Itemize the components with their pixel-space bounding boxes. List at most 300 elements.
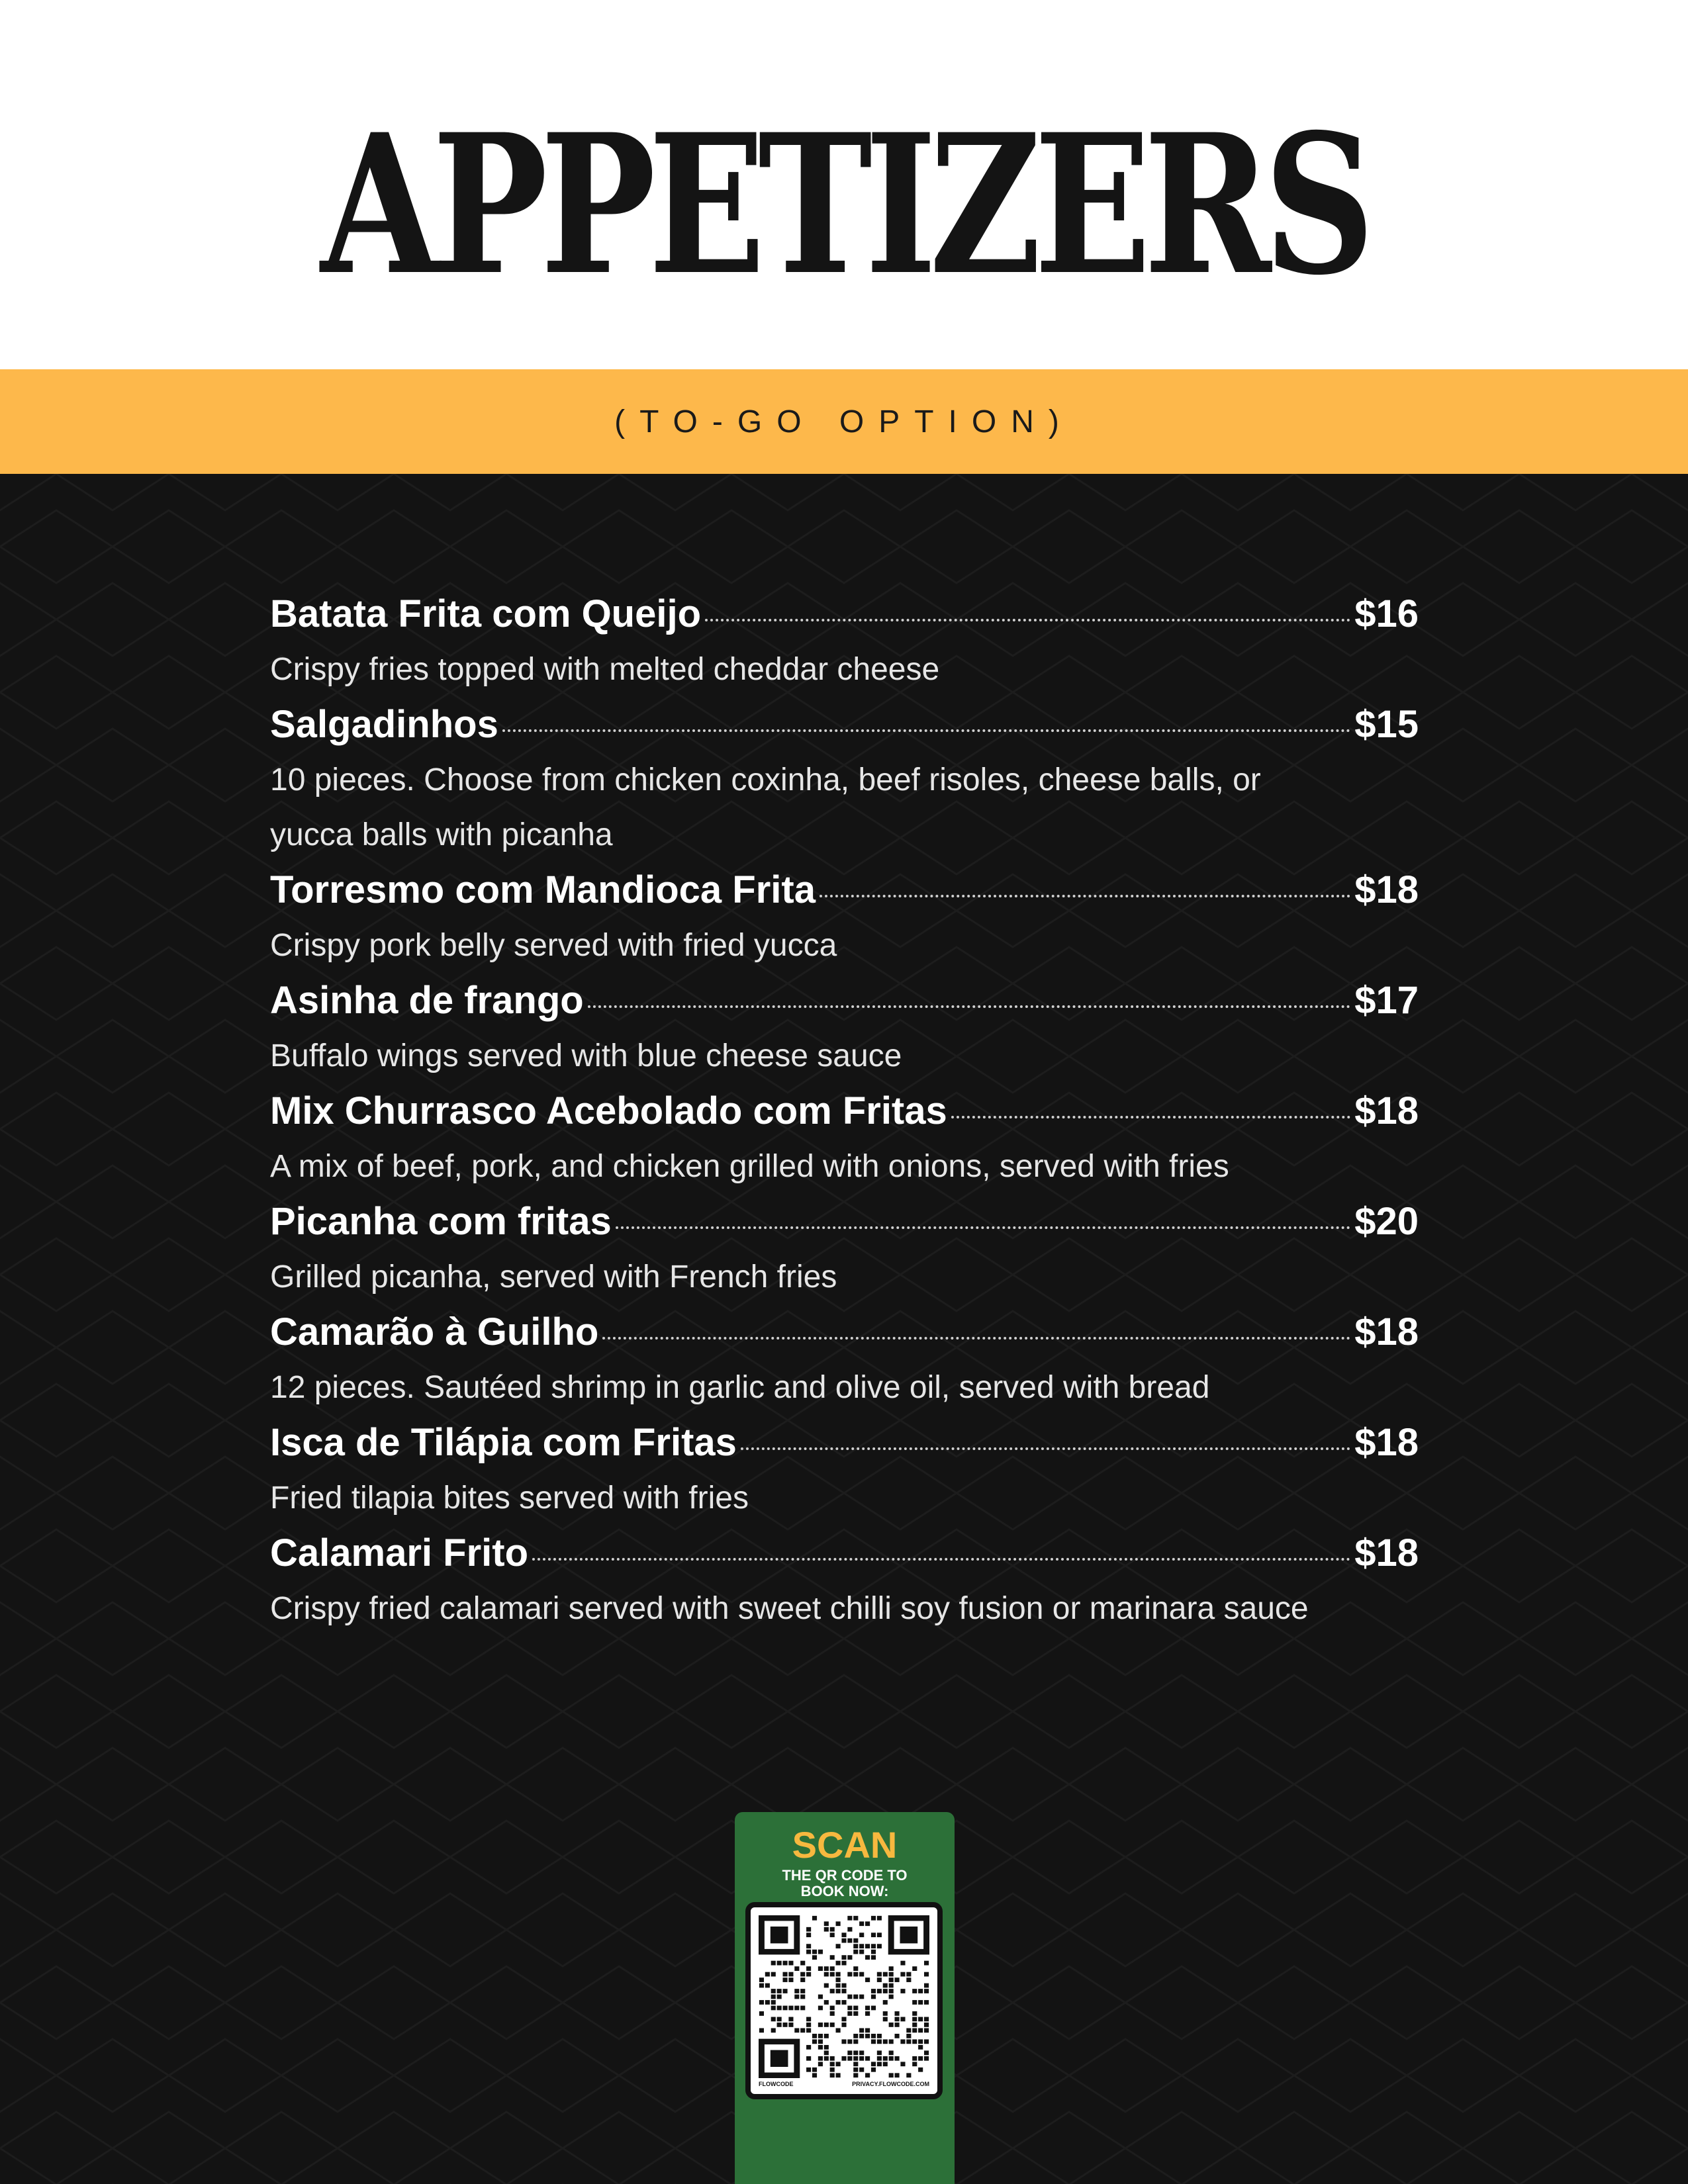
pattern-diamond (731, 474, 844, 510)
pattern-diamond (1350, 1821, 1463, 1893)
menu-item-price: $18 (1354, 1531, 1419, 1574)
qr-module (871, 1995, 876, 1999)
pattern-diamond (169, 2039, 281, 2112)
qr-module (824, 1921, 829, 1926)
pattern-diamond (338, 1675, 450, 1748)
qr-module (782, 1972, 787, 1977)
qr-module (853, 2011, 858, 2016)
pattern-diamond (56, 729, 169, 801)
qr-module (889, 2039, 894, 2044)
pattern-diamond (1463, 801, 1575, 874)
menu-item-price: $18 (1354, 1421, 1419, 1464)
qr-module (853, 2039, 858, 2044)
qr-module (859, 2050, 864, 2055)
qr-finder-center (771, 2050, 788, 2067)
qr-module (777, 2017, 782, 2022)
qr-module (924, 1989, 929, 1993)
menu-item-row (270, 973, 1419, 1028)
qr-module (877, 1944, 882, 1948)
menu-item-row (270, 1194, 1419, 1250)
qr-module (841, 1961, 846, 1966)
pattern-diamond (0, 1165, 56, 1238)
qr-module (830, 1955, 835, 1960)
menu-item-row (270, 862, 1419, 918)
pattern-diamond (1407, 1893, 1519, 1966)
pattern-diamond (169, 1602, 281, 1675)
pattern-diamond (1238, 1675, 1350, 1748)
qr-module (918, 1989, 923, 1993)
qr-module (794, 1995, 799, 1999)
qr-module (830, 2056, 835, 2061)
pattern-diamond (1407, 874, 1519, 947)
qr-module (841, 2023, 846, 2027)
qr-module (771, 2000, 776, 2005)
dot-leader (951, 1116, 1350, 1118)
qr-module (765, 2000, 770, 2005)
qr-module (871, 1944, 876, 1948)
qr-brand-label: FLOWCODE (759, 2081, 794, 2087)
pattern-diamond (1463, 1675, 1575, 1748)
qr-module (895, 2017, 900, 2022)
pattern-diamond (1407, 583, 1519, 656)
menu-item-price: $18 (1354, 1089, 1419, 1132)
qr-module (794, 2006, 799, 2011)
qr-module (853, 1938, 858, 1943)
pattern-diamond (56, 2039, 169, 2112)
qr-module (924, 2017, 929, 2022)
qr-module (912, 2011, 917, 2016)
pattern-diamond (56, 874, 169, 947)
qr-module (871, 1933, 876, 1937)
qr-module (788, 1978, 793, 1982)
qr-module (812, 2039, 817, 2044)
pattern-diamond (169, 1748, 281, 1821)
pattern-diamond (0, 729, 56, 801)
menu-item-row (270, 1525, 1419, 1581)
pattern-diamond (563, 510, 675, 583)
qr-module (847, 1916, 852, 1921)
qr-module (877, 2034, 882, 2038)
menu-item-description: yucca balls with picanha (270, 817, 613, 852)
qr-module (871, 2034, 876, 2038)
qr-module (841, 2039, 846, 2044)
qr-module (824, 2050, 829, 2055)
qr-module (918, 2056, 923, 2061)
qr-module (836, 1972, 841, 1977)
qr-module (900, 2017, 905, 2022)
qr-module (771, 1961, 776, 1966)
pattern-diamond (731, 1748, 844, 1821)
qr-module (918, 2017, 923, 2022)
pattern-diamond (957, 474, 1069, 510)
pattern-diamond (563, 1675, 675, 1748)
pattern-diamond (0, 1893, 56, 1966)
qr-module (830, 2073, 835, 2077)
pattern-diamond (0, 1311, 56, 1384)
qr-module (800, 2028, 805, 2033)
qr-module (853, 1995, 858, 1999)
qr-code-icon[interactable] (759, 1915, 929, 2078)
menu-item-description: Crispy fries topped with melted cheddar cheese (270, 652, 940, 687)
pattern-diamond (1519, 1311, 1632, 1384)
pattern-diamond (1182, 1893, 1294, 1966)
qr-module (788, 1972, 793, 1977)
qr-module (830, 2011, 835, 2016)
qr-module (877, 2039, 882, 2044)
qr-module (824, 2045, 829, 2050)
pattern-diamond (1238, 2112, 1350, 2184)
pattern-diamond (0, 656, 113, 729)
pattern-diamond (1519, 1020, 1632, 1093)
pattern-diamond (1575, 801, 1688, 874)
pattern-diamond (1350, 510, 1463, 583)
qr-module (824, 2023, 829, 2027)
qr-frame[interactable] (745, 1902, 943, 2099)
menu-item-description: Crispy fried calamari served with sweet chilli soy fusion or marinara sauce (270, 1591, 1309, 1626)
qr-module (912, 1989, 917, 1993)
pattern-diamond (338, 510, 450, 583)
pattern-diamond (281, 1748, 394, 1821)
dot-leader (602, 1337, 1350, 1340)
qr-module (841, 1955, 846, 1960)
pattern-diamond (1632, 583, 1688, 656)
qr-module (871, 2062, 876, 2066)
pattern-diamond (957, 2039, 1069, 2112)
pattern-diamond (675, 1675, 788, 1748)
qr-module (883, 1983, 888, 1988)
pattern-diamond (1519, 1457, 1632, 1529)
pattern-diamond (1519, 1602, 1632, 1675)
qr-module (777, 2006, 782, 2011)
pattern-diamond (338, 1821, 450, 1893)
qr-module (895, 2034, 900, 2038)
pattern-diamond (1350, 2112, 1463, 2184)
pattern-diamond (1575, 1529, 1688, 1602)
dot-leader (705, 619, 1350, 621)
qr-module (824, 1966, 829, 1971)
pattern-diamond (1013, 1821, 1125, 1893)
pattern-diamond (1069, 1748, 1182, 1821)
pattern-diamond (225, 510, 338, 583)
pattern-diamond (1294, 1748, 1407, 1821)
pattern-diamond (0, 1748, 56, 1821)
qr-module (889, 1989, 894, 1993)
qr-module (841, 1933, 846, 1937)
qr-module (900, 1972, 905, 1977)
dot-leader (741, 1447, 1350, 1450)
qr-module (859, 1972, 864, 1977)
qr-module (830, 2006, 835, 2011)
menu-item-row (270, 697, 1419, 752)
menu-item-name: Picanha com fritas (270, 1200, 612, 1243)
pattern-diamond (1575, 947, 1688, 1020)
pattern-diamond (1463, 947, 1575, 1020)
qr-module (836, 2000, 841, 2005)
pattern-diamond (338, 1966, 450, 2039)
qr-module (806, 2045, 811, 2050)
pattern-diamond (957, 1893, 1069, 1966)
pattern-diamond (0, 1093, 113, 1165)
pattern-diamond (0, 1457, 56, 1529)
qr-module (818, 2034, 823, 2038)
qr-finder-center (771, 1927, 788, 1943)
menu-item-row (270, 1415, 1419, 1471)
qr-module (853, 1950, 858, 1954)
pattern-diamond (506, 474, 619, 510)
qr-module (871, 2039, 876, 2044)
pattern-diamond (1182, 1748, 1294, 1821)
qr-module (865, 2028, 870, 2033)
pattern-diamond (56, 1311, 169, 1384)
menu-item-price: $20 (1354, 1200, 1419, 1243)
pattern-diamond (1463, 1966, 1575, 2039)
qr-module (782, 2023, 787, 2027)
pattern-diamond (1519, 1748, 1632, 1821)
pattern-diamond (1013, 2112, 1125, 2184)
pattern-diamond (1407, 1457, 1519, 1529)
menu-item-description: Buffalo wings served with blue cheese sauce (270, 1038, 902, 1073)
qr-module (883, 2062, 888, 2066)
pattern-diamond (1125, 1966, 1238, 2039)
pattern-diamond (844, 474, 957, 510)
qr-module (818, 2056, 823, 2061)
menu-item-row (270, 1304, 1419, 1360)
qr-module (836, 2028, 841, 2033)
qr-module (836, 2062, 841, 2066)
qr-module (900, 2062, 905, 2066)
menu-item-name: Batata Frita com Queijo (270, 592, 702, 635)
dot-leader (532, 1558, 1350, 1561)
pattern-diamond (1294, 1893, 1407, 1966)
menu-item-description: Grilled picanha, served with French fries (270, 1259, 837, 1295)
qr-module (782, 2006, 787, 2011)
qr-module (818, 1995, 823, 1999)
qr-module (877, 1972, 882, 1977)
qr-module (853, 1966, 858, 1971)
pattern-diamond (0, 801, 113, 874)
qr-module (883, 2000, 888, 2005)
qr-module (830, 2062, 835, 2066)
qr-module (906, 2073, 911, 2077)
qr-module (895, 1978, 900, 1982)
menu-item-price: $18 (1354, 868, 1419, 911)
qr-module (877, 2050, 882, 2055)
pattern-diamond (113, 1966, 225, 2039)
qr-module (812, 1916, 817, 1921)
pattern-diamond (1575, 1238, 1688, 1311)
menu-item-description: 12 pieces. Sautéed shrimp in garlic and olive oil, served with bread (270, 1370, 1210, 1405)
pattern-diamond (1407, 1748, 1519, 1821)
qr-module (865, 1955, 870, 1960)
menu-item-name: Asinha de frango (270, 979, 584, 1022)
qr-module (889, 2073, 894, 2077)
pattern-diamond (169, 874, 281, 947)
pattern-diamond (1575, 2112, 1688, 2184)
pattern-diamond (225, 1966, 338, 2039)
qr-module (865, 1978, 870, 1982)
qr-module (853, 1972, 858, 1977)
qr-module (877, 1916, 882, 1921)
qr-module (836, 1921, 841, 1926)
qr-module (871, 1950, 876, 1954)
pattern-diamond (1407, 1602, 1519, 1675)
qr-module (794, 1966, 799, 1971)
pattern-diamond (56, 1457, 169, 1529)
qr-module (841, 2000, 846, 2005)
qr-module (865, 2073, 870, 2077)
pattern-diamond (169, 1457, 281, 1529)
pattern-diamond (1463, 2112, 1575, 2184)
pattern-diamond (0, 1821, 113, 1893)
pattern-diamond (1238, 1821, 1350, 1893)
pattern-diamond (113, 1093, 225, 1165)
qr-module (871, 1916, 876, 1921)
title-band (0, 0, 1688, 369)
qr-module (889, 1978, 894, 1982)
qr-module (777, 1989, 782, 1993)
pattern-diamond (1125, 510, 1238, 583)
qr-module (924, 1972, 929, 1977)
qr-scan-heading: SCAN (792, 1824, 898, 1866)
pattern-diamond (169, 729, 281, 801)
qr-module (841, 1983, 846, 1988)
pattern-diamond (113, 1821, 225, 1893)
qr-module (806, 2068, 811, 2072)
pattern-diamond (1294, 2039, 1407, 2112)
pattern-diamond (394, 2039, 506, 2112)
qr-module (824, 2056, 829, 2061)
pattern-diamond (1632, 1602, 1688, 1675)
qr-module (771, 1989, 776, 1993)
pattern-diamond (1407, 1020, 1519, 1093)
qr-module (889, 1972, 894, 1977)
qr-privacy-link[interactable]: PRIVACY.FLOWCODE.COM (852, 2081, 929, 2087)
pattern-diamond (281, 474, 394, 510)
pattern-diamond (1632, 1457, 1688, 1529)
pattern-diamond (1632, 874, 1688, 947)
qr-module (824, 2034, 829, 2038)
pattern-diamond (0, 1238, 113, 1311)
pattern-diamond (1238, 510, 1350, 583)
pattern-diamond (619, 1748, 731, 1821)
pattern-diamond (1575, 1675, 1688, 1748)
qr-module (788, 2006, 793, 2011)
qr-module (818, 2045, 823, 2050)
qr-module (847, 1927, 852, 1932)
qr-module (912, 2039, 917, 2044)
qr-module (918, 2028, 923, 2033)
pattern-diamond (113, 1238, 225, 1311)
pattern-diamond (281, 2039, 394, 2112)
pattern-diamond (113, 2112, 225, 2184)
qr-module (824, 2000, 829, 2005)
pattern-diamond (1407, 729, 1519, 801)
qr-module (759, 2028, 764, 2033)
qr-module (847, 2006, 852, 2011)
qr-module (818, 2023, 823, 2027)
pattern-diamond (957, 1748, 1069, 1821)
pattern-diamond (1069, 474, 1182, 510)
qr-subheading (735, 1868, 955, 1899)
pattern-diamond (1463, 1384, 1575, 1457)
qr-module (847, 1995, 852, 1999)
qr-module (900, 1961, 905, 1966)
qr-module (859, 1921, 864, 1926)
qr-module (889, 1995, 894, 1999)
pattern-diamond (1632, 2039, 1688, 2112)
qr-module (830, 1927, 835, 1932)
pattern-diamond (1407, 2039, 1519, 2112)
pattern-diamond (394, 474, 506, 510)
qr-module (924, 2039, 929, 2044)
qr-module (918, 2045, 923, 2050)
pattern-diamond (619, 2039, 731, 2112)
qr-module (906, 2039, 911, 2044)
qr-module (859, 1950, 864, 1954)
pattern-diamond (1182, 2039, 1294, 2112)
pattern-diamond (1519, 2039, 1632, 2112)
qr-module (859, 2028, 864, 2033)
pattern-diamond (169, 1311, 281, 1384)
pattern-diamond (1407, 474, 1519, 510)
qr-module (859, 1933, 864, 1937)
qr-subheading-line2: BOOK NOW: (800, 1883, 889, 1899)
qr-module (806, 2023, 811, 2027)
qr-module (847, 1972, 852, 1977)
qr-module (924, 2028, 929, 2033)
qr-module (800, 1961, 805, 1966)
qr-module (824, 1927, 829, 1932)
pattern-diamond (1632, 1165, 1688, 1238)
pattern-diamond (1463, 656, 1575, 729)
qr-module (865, 1944, 870, 1948)
pattern-diamond (1632, 1311, 1688, 1384)
pattern-diamond (1519, 474, 1632, 510)
pattern-diamond (506, 1748, 619, 1821)
pattern-diamond (113, 947, 225, 1020)
pattern-diamond (1632, 1020, 1688, 1093)
pattern-diamond (1407, 1311, 1519, 1384)
pattern-diamond (1519, 874, 1632, 947)
pattern-diamond (338, 2112, 450, 2184)
dot-leader (820, 895, 1350, 897)
qr-module (889, 2056, 894, 2061)
menu-item-description: A mix of beef, pork, and chicken grilled with onions, served with fries (270, 1149, 1229, 1184)
pattern-diamond (0, 1529, 113, 1602)
menu-item-price: $17 (1354, 979, 1419, 1022)
qr-module (765, 1972, 770, 1977)
pattern-diamond (1575, 1966, 1688, 2039)
pattern-diamond (56, 1602, 169, 1675)
qr-module (918, 2000, 923, 2005)
pattern-diamond (1463, 1821, 1575, 1893)
qr-module (812, 2034, 817, 2038)
qr-module (853, 2068, 858, 2072)
menu-item-name: Salgadinhos (270, 703, 498, 746)
pattern-diamond (113, 1384, 225, 1457)
qr-module (871, 2068, 876, 2072)
qr-module (830, 2023, 835, 2027)
qr-module (806, 2056, 811, 2061)
pattern-diamond (900, 1675, 1013, 1748)
pattern-diamond (1519, 1165, 1632, 1238)
qr-module (865, 2034, 870, 2038)
qr-module (777, 1995, 782, 1999)
menu-item-description: Fried tilapia bites served with fries (270, 1480, 749, 1516)
qr-module (806, 1966, 811, 1971)
qr-module (830, 1966, 835, 1971)
pattern-diamond (0, 583, 56, 656)
